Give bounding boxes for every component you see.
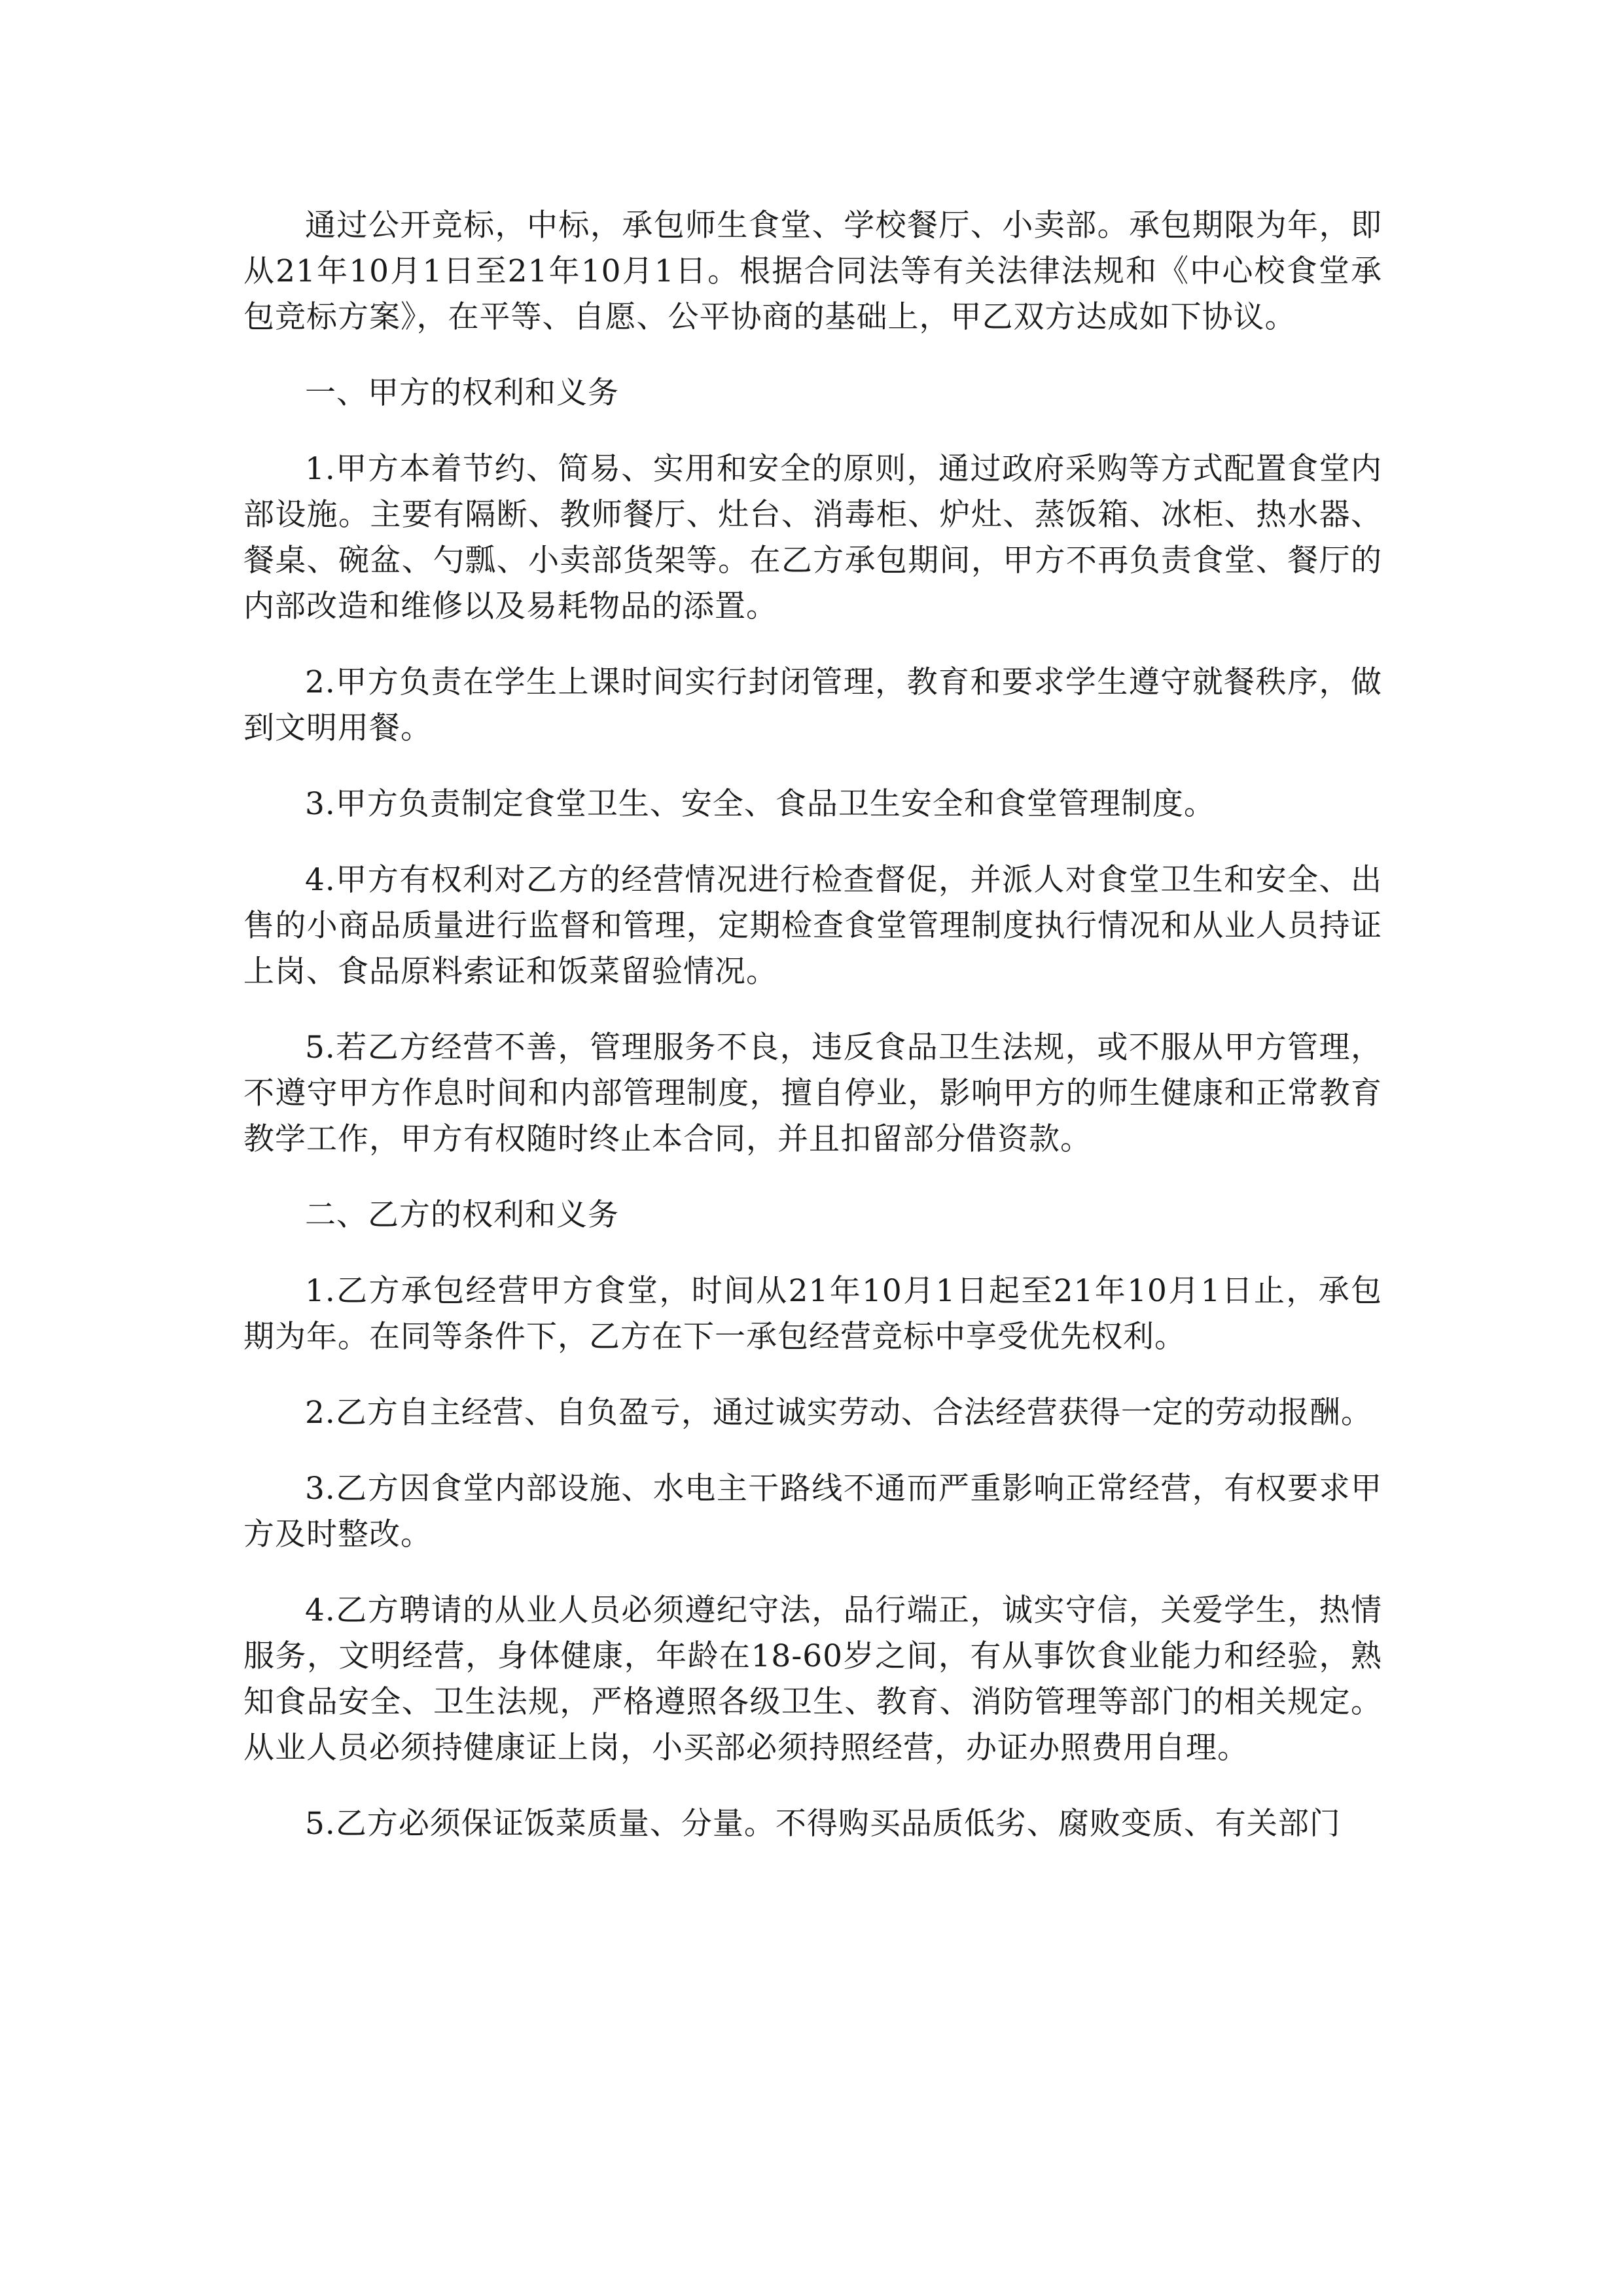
- clause-b-1: 1.乙方承包经营甲方食堂，时间从21年10月1日起至21年10月1日止，承包期为年。在同等条件下，乙方在下一承包经营竞标中享受优先权利。: [243, 1273, 1382, 1355]
- clause-a-5: 5.若乙方经营不善，管理服务不良，违反食品卫生法规，或不服从甲方管理，不遵守甲方作息时间和内部管理制度，擅自停业，影响甲方的师生健康和正常教育教学工作，甲方有权随时终止本合同，并且扣留部分借资款。: [243, 1030, 1382, 1157]
- clause-a-1: 1.甲方本着节约、简易、实用和安全的原则，通过政府采购等方式配置食堂内部设施。主要有隔断、教师餐厅、灶台、消毒柜、炉灶、蒸饭箱、冰柜、热水器、餐桌、碗盆、勺瓢、小卖部货架等。在乙方承包期间，甲方不再负责食堂、餐厅的内部改造和维修以及易耗物品的添置。: [243, 451, 1382, 624]
- clause-b-3: 3.乙方因食堂内部设施、水电主干路线不通而严重影响正常经营，有权要求甲方及时整改。: [243, 1471, 1382, 1552]
- section-heading-party-a: 一、甲方的权利和义务: [305, 375, 619, 411]
- clause-a-2: 2.甲方负责在学生上课时间实行封闭管理，教育和要求学生遵守就餐秩序，做到文明用餐。: [243, 664, 1382, 746]
- clause-b-2: 2.乙方自主经营、自负盈亏，通过诚实劳动、合法经营获得一定的劳动报酬。: [305, 1395, 1372, 1431]
- clause-a-4: 4.甲方有权利对乙方的经营情况进行检查督促，并派人对食堂卫生和安全、出售的小商品质量进行监督和管理，定期检查食堂管理制度执行情况和从业人员持证上岗、食品原料索证和饭菜留验情况。: [243, 862, 1382, 990]
- document-body: [243, 203, 1382, 1877]
- section-heading-party-b: 二、乙方的权利和义务: [305, 1197, 619, 1233]
- intro-paragraph: 通过公开竞标，中标，承包师生食堂、学校餐厅、小卖部。承包期限为年，即从21年10月1日至21年10月1日。根据合同法等有关法律法规和《中心校食堂承包竞标方案》，在平等、自愿、公平协商的基础上，甲乙双方达成如下协议。: [243, 207, 1382, 335]
- clause-a-3: 3.甲方负责制定食堂卫生、安全、食品卫生安全和食堂管理制度。: [305, 786, 1215, 822]
- clause-b-4: 4.乙方聘请的从业人员必须遵纪守法，品行端正，诚实守信，关爱学生，热情服务，文明经营，身体健康，年龄在18-60岁之间，有从事饮食业能力和经验，熟知食品安全、卫生法规，严格遵照各级卫生、教育、消防管理等部门的相关规定。从业人员必须持健康证上岗，小买部必须持照经营，办证办照费用自理。: [243, 1592, 1382, 1766]
- clause-b-5: 5.乙方必须保证饭菜质量、分量。不得购买品质低劣、腐败变质、有关部门: [305, 1806, 1341, 1842]
